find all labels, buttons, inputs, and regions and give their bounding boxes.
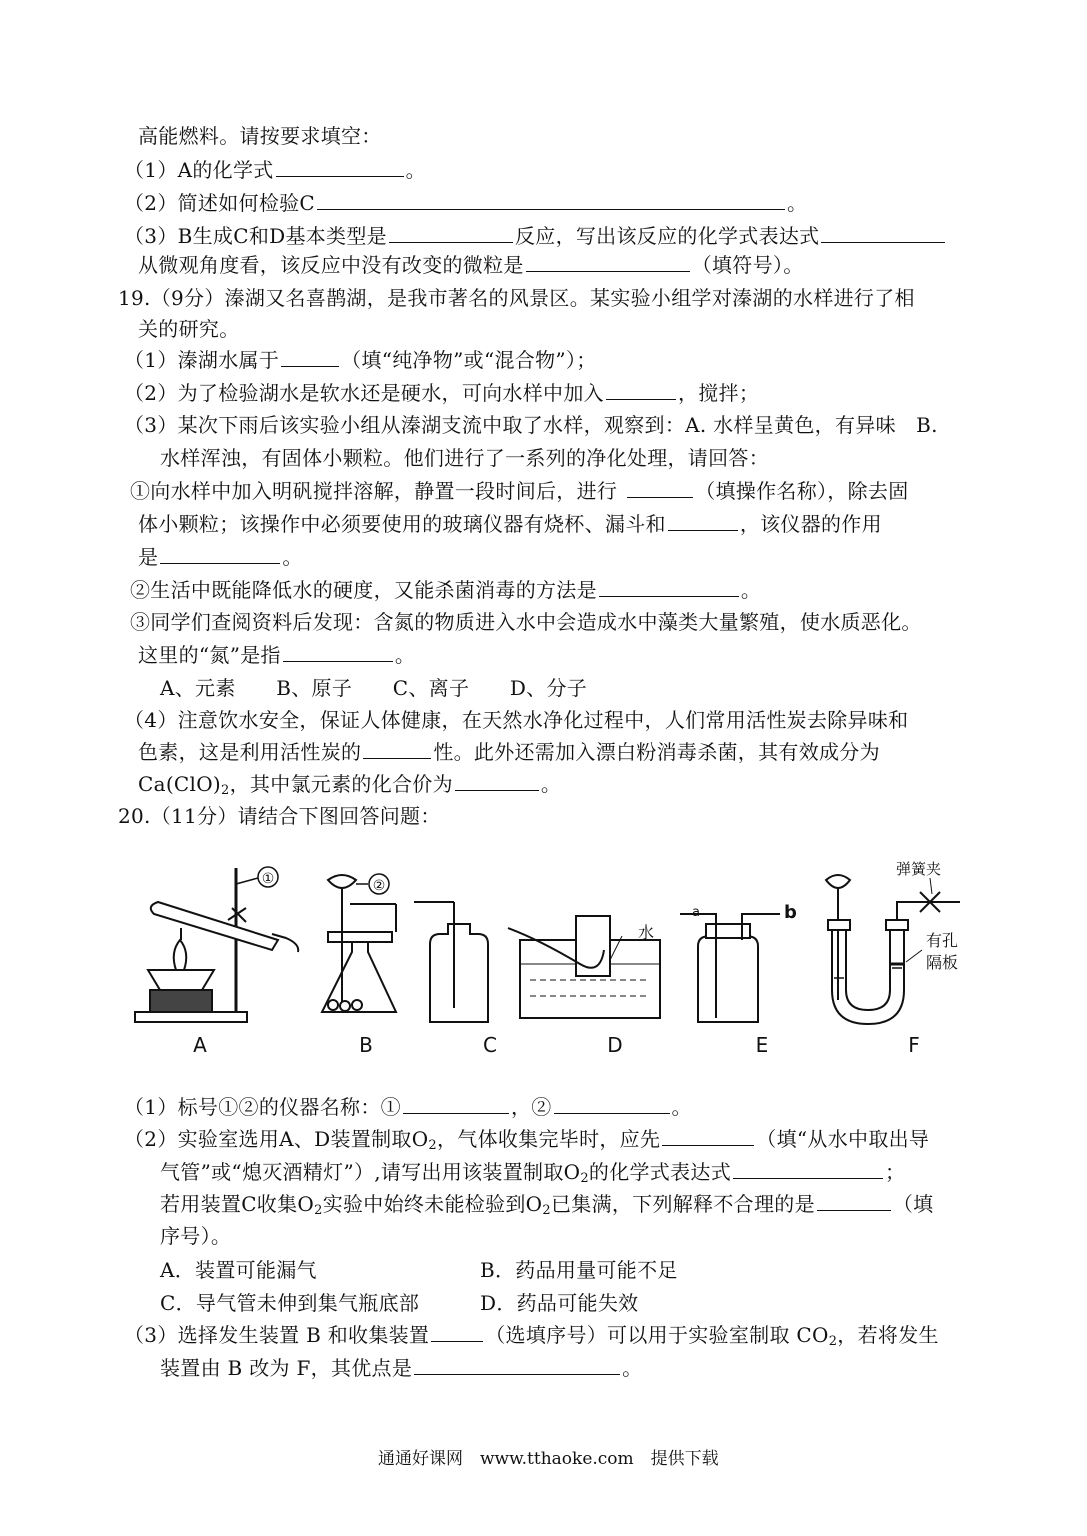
q20-part2-cont3: 序号）。: [160, 1224, 232, 1248]
answer-blank[interactable]: [283, 643, 393, 662]
q18-part1: （1）A的化学式 。: [124, 158, 426, 182]
svg-text:E: E: [755, 1033, 769, 1057]
svg-text:B: B: [359, 1033, 373, 1057]
answer-blank[interactable]: [160, 545, 280, 564]
q19-part4-cont: 色素，这是利用活性炭的 性。此外还需加入漂白粉消毒杀菌，其有效成分为: [138, 740, 880, 764]
q20-option-d: D．药品可能失效: [480, 1291, 639, 1315]
q19-sub3-cont: 这里的“氮”是指 。: [138, 643, 416, 667]
svg-text:F: F: [908, 1033, 920, 1057]
answer-blank[interactable]: [403, 1095, 509, 1114]
answer-blank[interactable]: [276, 158, 404, 177]
q18-part2: （2）简述如何检验C 。: [124, 191, 808, 215]
apparatus-c: [414, 902, 488, 1022]
apparatus-figure: [0, 840, 1087, 1080]
apparatus-f: [826, 860, 960, 1024]
svg-text:水: 水: [638, 923, 655, 942]
answer-blank[interactable]: [389, 224, 513, 243]
q19-sub2: ②生活中既能降低水的硬度，又能杀菌消毒的方法是 。: [130, 578, 762, 602]
svg-text:有孔: 有孔: [926, 931, 959, 950]
q19-sub1: ①向水样中加入明矾搅拌溶解，静置一段时间后，进行 （填操作名称），除去固: [130, 479, 909, 503]
answer-blank[interactable]: [455, 772, 539, 791]
answer-blank[interactable]: [554, 1095, 670, 1114]
q19-sub1-cont: 体小颗粒；该操作中必须要使用的玻璃仪器有烧杯、漏斗和 ，该仪器的作用: [138, 512, 882, 536]
svg-text:a: a: [692, 905, 700, 920]
answer-blank[interactable]: [526, 253, 690, 272]
svg-text:②: ②: [372, 878, 386, 894]
answer-blank[interactable]: [606, 381, 676, 400]
answer-blank[interactable]: [599, 578, 739, 597]
q18-part3b: 从微观角度看，该反应中没有改变的微粒是 （填符号）。: [138, 253, 804, 277]
q18-intro: 高能燃料。请按要求填空：: [138, 124, 382, 148]
q20-option-c: C．导气管未伸到集气瓶底部: [160, 1291, 420, 1315]
q19-part3-cont: 水样浑浊，有固体小颗粒。他们进行了一系列的净化处理，请回答：: [160, 446, 769, 470]
answer-blank[interactable]: [662, 1127, 754, 1146]
answer-blank[interactable]: [817, 1192, 891, 1211]
label-h: b: [784, 902, 797, 923]
answer-blank[interactable]: [281, 348, 339, 367]
q20-part1: （1）标号①②的仪器名称：① ，② 。: [124, 1095, 692, 1119]
q20-part3: （3）选择发生装置 B 和收集装置 （选填序号）可以用于实验室制取 $CO_2$，若将发生: [124, 1323, 939, 1349]
svg-text:D: D: [607, 1033, 623, 1057]
apparatus-b: [322, 874, 396, 1012]
q19-part1: （1）溱湖水属于 （填“纯净物”或“混合物”）；: [124, 348, 597, 372]
answer-blank[interactable]: [627, 479, 693, 498]
q19-heading-cont: 关的研究。: [138, 317, 240, 341]
svg-text:弹簧夹: 弹簧夹: [896, 860, 942, 878]
q20-option-a: A．装置可能漏气: [160, 1258, 317, 1282]
answer-blank[interactable]: [363, 740, 431, 759]
q19-sub3: ③同学们查阅资料后发现：含氮的物质进入水中会造成水中藻类大量繁殖，使水质恶化。: [130, 610, 922, 634]
apparatus-a: [135, 867, 298, 1022]
q20-part2: （2）实验室选用A、D装置制取$O_2$，气体收集完毕时，应先 （填“从水中取出导: [124, 1127, 930, 1153]
answer-blank[interactable]: [668, 512, 738, 531]
apparatus-d: [508, 916, 660, 1018]
q20-part3-cont: 装置由 B 改为 F，其优点是 。: [160, 1356, 643, 1380]
q19-part3: （3）某次下雨后该实验小组从溱湖支流中取了水样，观察到：A. 水样呈黄色，有异味 B.: [124, 413, 938, 437]
answer-blank[interactable]: [733, 1160, 883, 1179]
answer-blank[interactable]: [317, 191, 785, 210]
answer-blank[interactable]: [414, 1356, 620, 1375]
q20-option-b: B．药品用量可能不足: [480, 1258, 678, 1282]
svg-text:A: A: [193, 1033, 207, 1057]
q20-part2-cont2: 若用装置C收集$O_2$实验中始终未能检验到$O_2$已集满，下列解释不合理的是 （填: [160, 1192, 934, 1218]
q19-part2: （2）为了检验湖水是软水还是硬水，可向水样中加入 ，搅拌；: [124, 381, 760, 405]
q19-part4-cont2: $Ca(ClO)_2$，其中氯元素的化合价为 。: [138, 772, 562, 798]
page-footer: 通通好课网 www.tthaoke.com 提供下载: [378, 1449, 719, 1469]
svg-text:①: ①: [261, 871, 275, 887]
q19-heading: 19.（9分）溱湖又名喜鹊湖，是我市著名的风景区。某实验小组学对溱湖的水样进行了相: [118, 286, 915, 310]
svg-text:C: C: [483, 1033, 497, 1057]
answer-blank[interactable]: [821, 224, 945, 243]
q18-part3: （3）B生成C和D基本类型是 反应，写出该反应的化学式表达式: [124, 224, 947, 248]
svg-text:隔板: 隔板: [926, 953, 959, 972]
answer-blank[interactable]: [431, 1323, 483, 1342]
q19-part4: （4）注意饮水安全，保证人体健康，在天然水净化过程中，人们常用活性炭去除异味和: [124, 708, 909, 732]
q20-heading: 20.（11分）请结合下图回答问题：: [118, 804, 441, 828]
q19-options: A、元素 B、原子 C、离子 D、分子: [160, 676, 588, 700]
q19-sub1-cont2: 是 。: [138, 545, 303, 569]
q20-part2-cont: 气管”或“熄灭酒精灯”）,请写出用该装置制取$O_2$的化学式表达式 ；: [160, 1160, 906, 1186]
apparatus-e: [680, 905, 780, 1022]
